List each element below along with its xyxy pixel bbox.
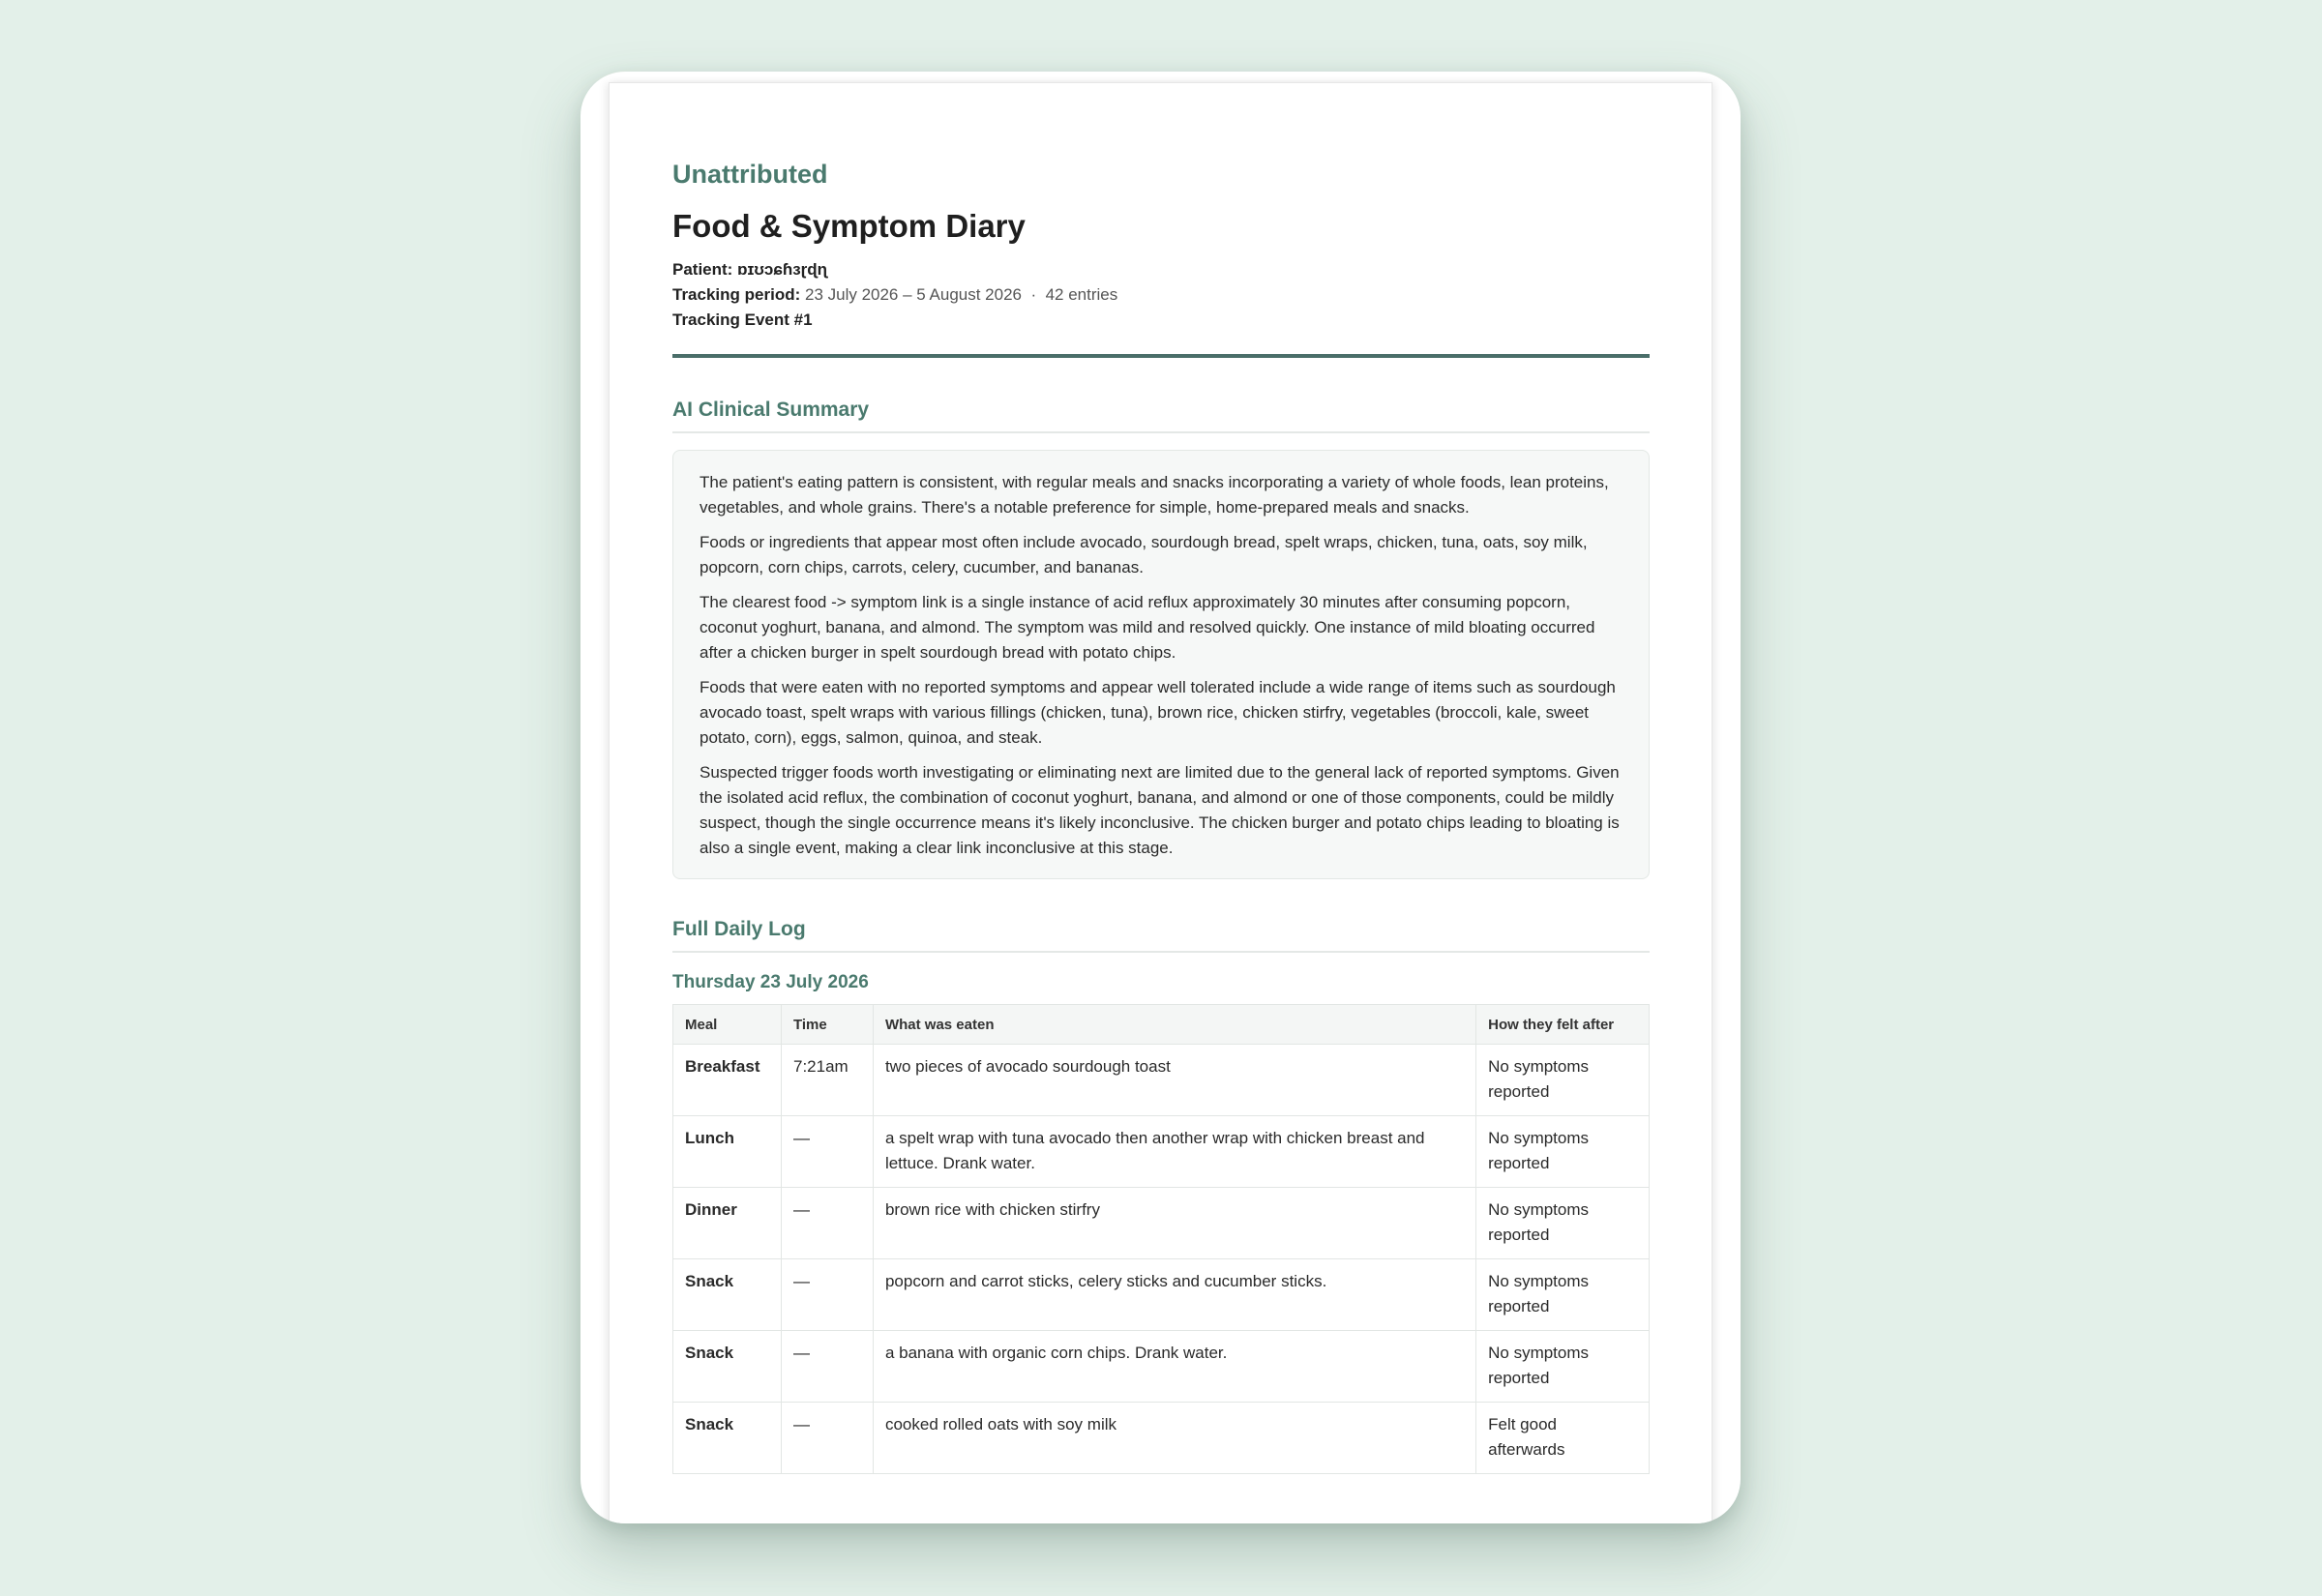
column-header-meal: Meal xyxy=(673,1004,782,1044)
meal-cell: Dinner xyxy=(673,1187,782,1258)
table-row xyxy=(673,1044,1650,1115)
meal-cell: Snack xyxy=(673,1402,782,1473)
meta-separator: · xyxy=(1030,284,1037,304)
summary-paragraph: The patient's eating pattern is consistent, with regular meals and snacks incorporating a variety of whole foods, lean proteins, vegetables, and whole grains. There's a notable preference for simple, home-prepared meals and snacks. xyxy=(700,472,1609,517)
device-frame xyxy=(580,72,1741,1523)
food-cell: cooked rolled oats with soy milk xyxy=(873,1402,1475,1473)
day-heading: Thursday 23 July 2026 xyxy=(672,971,869,992)
food-cell: brown rice with chicken stirfry xyxy=(873,1187,1475,1258)
time-cell: — xyxy=(781,1258,873,1330)
felt-cell: No symptoms reported xyxy=(1476,1044,1650,1115)
patient-name: ɒɪʊɔɕɦɜɽɖɳ xyxy=(737,259,828,279)
header-divider xyxy=(672,354,1650,358)
daily-log-table xyxy=(672,1004,1650,1474)
tracking-event-line xyxy=(672,308,1650,333)
food-cell: two pieces of avocado sourdough toast xyxy=(873,1044,1475,1115)
meal-cell: Snack xyxy=(673,1258,782,1330)
time-cell: — xyxy=(781,1330,873,1402)
tracking-period: 23 July 2026 – 5 August 2026 xyxy=(804,284,1022,304)
summary-paragraph: Foods or ingredients that appear most often include avocado, sourdough bread, spelt wraps, chicken, tuna, oats, soy milk, popcorn, corn chips, carrots, celery, cucumber, and bananas. xyxy=(700,532,1588,576)
felt-cell: No symptoms reported xyxy=(1476,1115,1650,1187)
page-title: Food & Symptom Diary xyxy=(672,208,1026,245)
felt-cell: No symptoms reported xyxy=(1476,1330,1650,1402)
table-row xyxy=(673,1115,1650,1187)
tracking-line xyxy=(672,282,1650,308)
entry-count: 42 entries xyxy=(1045,284,1118,304)
meal-cell: Lunch xyxy=(673,1115,782,1187)
summary-heading: AI Clinical Summary xyxy=(672,399,1650,433)
meal-cell: Snack xyxy=(673,1330,782,1402)
summary-paragraph: Suspected trigger foods worth investigating or eliminating next are limited due to the general lack of reported symptoms. Given the isolated acid reflux, the combination of coconut yoghurt, banana, and almond or one of those components, could be mildly suspect, though the single occurrence means it's likely inconclusive. The chicken burger and potato chips leading to bloating is also a single event, making a clear link inconclusive at this stage. xyxy=(700,762,1620,857)
document-page xyxy=(610,83,1712,1523)
table-row xyxy=(673,1187,1650,1258)
food-cell: a banana with organic corn chips. Drank water. xyxy=(873,1330,1475,1402)
table-row xyxy=(673,1330,1650,1402)
column-header-felt: How they felt after xyxy=(1476,1004,1650,1044)
summary-box xyxy=(672,450,1650,879)
log-heading: Full Daily Log xyxy=(672,918,1650,953)
summary-paragraph: Foods that were eaten with no reported symptoms and appear well tolerated include a wide range of items such as sourdough avocado toast, spelt wraps with various fillings (chicken, tuna), brown rice, chicken stirfry, vegetables (broccoli, kale, sweet potato, corn), eggs, salmon, quinoa, and steak. xyxy=(700,677,1616,747)
summary-paragraph: The clearest food -> symptom link is a single instance of acid reflux approximately 30 minutes after consuming popcorn, coconut yoghurt, banana, and almond. The symptom was mild and resolved quickly. One instance of mild bloating occurred after a chicken burger in spelt sourdough bread with potato chips. xyxy=(700,592,1595,662)
tracking-event: Tracking Event #1 xyxy=(672,310,813,329)
source-label: Unattributed xyxy=(672,160,828,189)
column-header-time: Time xyxy=(781,1004,873,1044)
column-header-food: What was eaten xyxy=(873,1004,1475,1044)
meal-cell: Breakfast xyxy=(673,1044,782,1115)
felt-cell: No symptoms reported xyxy=(1476,1258,1650,1330)
time-cell: — xyxy=(781,1115,873,1187)
time-cell: 7:21am xyxy=(781,1044,873,1115)
patient-line xyxy=(672,257,1650,282)
table-row xyxy=(673,1258,1650,1330)
patient-label: Patient: xyxy=(672,259,733,279)
felt-cell: Felt good afterwards xyxy=(1476,1402,1650,1473)
felt-cell: No symptoms reported xyxy=(1476,1187,1650,1258)
table-row xyxy=(673,1402,1650,1473)
document-content xyxy=(672,159,1650,1474)
time-cell: — xyxy=(781,1187,873,1258)
food-cell: popcorn and carrot sticks, celery sticks and cucumber sticks. xyxy=(873,1258,1475,1330)
food-cell: a spelt wrap with tuna avocado then another wrap with chicken breast and lettuce. Drank water. xyxy=(873,1115,1475,1187)
table-header-row xyxy=(673,1004,1650,1044)
tracking-label: Tracking period: xyxy=(672,284,801,304)
time-cell: — xyxy=(781,1402,873,1473)
